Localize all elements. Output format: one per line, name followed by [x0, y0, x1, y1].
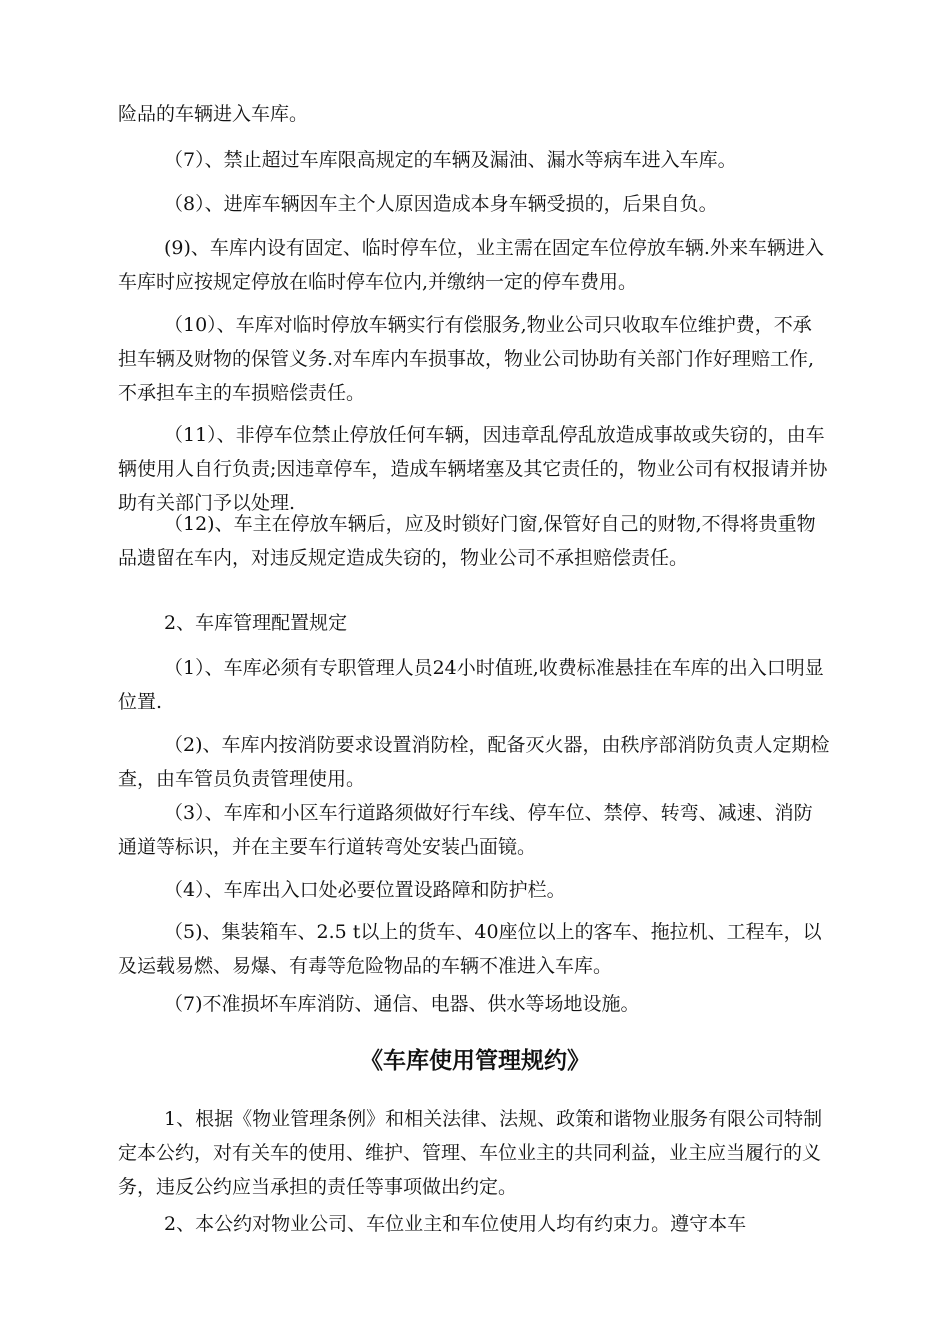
paragraph-rule-10: （10）、车库对临时停放车辆实行有偿服务,物业公司只收取车位维护费，不承担车辆及财物的保管义务.对车库内车损事故，物业公司协助有关部门作好理赔工作,不承担车主的车损赔偿责任。: [118, 314, 815, 404]
paragraph-rule-9: (9)、车库内设有固定、临时停车位，业主需在固定车位停放车辆.外来车辆进入车库时应按规定停放在临时停车位内,并缴纳一定的停车费用。: [118, 237, 824, 293]
document-title: 《车库使用管理规约》: [360, 1048, 590, 1074]
paragraph-config-4: （4）、车库出入口处必要位置设路障和防护栏。: [164, 879, 566, 901]
paragraph-config-7: （7)不准损坏车库消防、通信、电器、供水等场地设施。: [164, 993, 640, 1015]
paragraph-covenant-2: 2、本公约对物业公司、车位业主和车位使用人均有约束力。遵守本车: [164, 1213, 747, 1235]
paragraph-covenant-1: 1、根据《物业管理条例》和相关法律、法规、政策和谐物业服务有限公司特制定本公约，对有关车的使用、维护、管理、车位业主的共同利益，业主应当履行的义务，违反公约应当承担的责任等事项做出约定。: [118, 1108, 823, 1198]
paragraph-rule-7: （7）、禁止超过车库限高规定的车辆及漏油、漏水等病车进入车库。: [164, 149, 737, 171]
paragraph-continuation: 险品的车辆进入车库。: [118, 103, 309, 125]
section-heading-2: 2、车库管理配置规定: [164, 612, 348, 634]
paragraph-config-3: （3）、车库和小区车行道路须做好行车线、停车位、禁停、转弯、减速、消防通道等标识，并在主要车行道转弯处安装凸面镜。: [118, 802, 813, 858]
paragraph-rule-11: （11）、非停车位禁止停放任何车辆，因违章乱停乱放造成事故或失窃的，由车辆使用人自行负责;因违章停车，造成车辆堵塞及其它责任的，物业公司有权报请并协助有关部门予以处理.: [118, 424, 828, 514]
paragraph-rule-12: （12)、车主在停放车辆后，应及时锁好门窗,保管好自己的财物,不得将贵重物品遗留在车内，对违反规定造成失窃的，物业公司不承担赔偿责任。: [118, 513, 816, 569]
paragraph-config-5: （5)、集装箱车、2.5 t以上的货车、40座位以上的客车、拖拉机、工程车，以及运载易燃、易爆、有毒等危险物品的车辆不准进入车库。: [118, 921, 822, 977]
paragraph-config-1: （1）、车库必须有专职管理人员24小时值班,收费标准悬挂在车库的出入口明显位置.: [118, 657, 824, 713]
paragraph-config-2: （2)、车库内按消防要求设置消防栓，配备灭火器，由秩序部消防负责人定期检查，由车管员负责管理使用。: [118, 734, 830, 790]
paragraph-rule-8: （8）、进库车辆因车主个人原因造成本身车辆受损的，后果自负。: [164, 193, 718, 215]
